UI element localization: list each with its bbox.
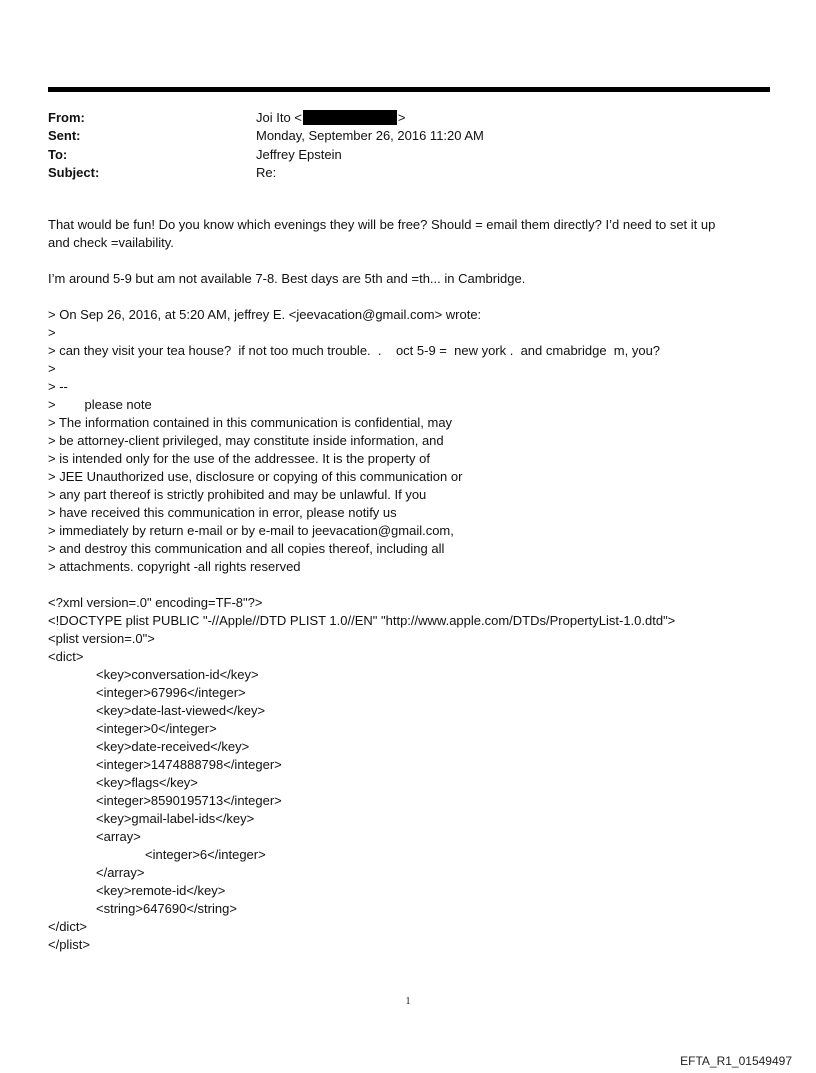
quote-line: > On Sep 26, 2016, at 5:20 AM, jeffrey E. <jeevacation@gmail.com> wrote: [48, 307, 482, 322]
bates-number: EFTA_R1_01549497 [680, 1054, 792, 1068]
xml-line: <key>conversation-id</key> [96, 667, 259, 682]
quote-line: > attachments. copyright -all rights reserved [48, 559, 301, 574]
xml-line: <plist version=.0"> [48, 631, 155, 646]
quote-line: > [48, 361, 56, 376]
quote-line: > JEE Unauthorized use, disclosure or copying of this communication or [48, 469, 463, 484]
xml-line: </dict> [48, 919, 88, 934]
sent-label: Sent: [48, 128, 81, 144]
xml-line: <integer>6</integer> [145, 847, 266, 862]
body-paragraph-2: I’m around 5-9 but am not available 7-8. Best days are 5th and =th... in Cambridge. [48, 271, 526, 286]
from-close-bracket: > [397, 110, 406, 125]
email-body [48, 216, 778, 954]
quote-line: > immediately by return e-mail or by e-mail to jeevacation@gmail.com, [48, 523, 454, 538]
quote-line: > The information contained in this communication is confidential, may [48, 415, 453, 430]
quote-line: > be attorney-client privileged, may constitute inside information, and [48, 433, 444, 448]
xml-line: <integer>67996</integer> [96, 685, 246, 700]
from-label: From: [48, 110, 85, 125]
xml-line: <key>date-last-viewed</key> [96, 703, 266, 718]
sent-value: Monday, September 26, 2016 11:20 AM [256, 128, 484, 144]
spacer [48, 252, 778, 270]
subject-label: Subject: [48, 165, 100, 181]
xml-line: <dict> [48, 649, 84, 664]
email-header [48, 109, 768, 183]
quote-line: > [48, 325, 56, 340]
quote-line: > is intended only for the use of the addressee. It is the property of [48, 451, 430, 466]
xml-line: <array> [96, 829, 141, 844]
from-name: Joi Ito [256, 110, 291, 125]
xml-line: <key>gmail-label-ids</key> [96, 811, 255, 826]
quote-line: > have received this communication in error, please notify us [48, 505, 397, 520]
quote-line: > any part thereof is strictly prohibited and may be unlawful. If you [48, 487, 427, 502]
xml-line: <?xml version=.0" encoding=TF-8"?> [48, 595, 263, 610]
redaction-box [303, 110, 397, 125]
spacer [48, 576, 778, 594]
xml-line: </array> [96, 865, 145, 880]
quote-line: > please note [48, 397, 152, 412]
header-rule [48, 87, 770, 92]
subject-row [48, 164, 768, 182]
quote-line: > can they visit your tea house? if not too much trouble. . oct 5-9 = new york . and cmabridge m, you? [48, 343, 661, 358]
xml-line: <integer>8590195713</integer> [96, 793, 282, 808]
body-paragraph-1-line-1: That would be fun! Do you know which evenings they will be free? Should = email them directly? I’d need to set it up [48, 217, 716, 232]
quote-line: > and destroy this communication and all copies thereof, including all [48, 541, 445, 556]
body-paragraph-1-line-2: and check =vailability. [48, 235, 174, 250]
xml-line: </plist> [48, 937, 90, 952]
from-open-bracket: < [294, 110, 302, 125]
xml-line: <key>flags</key> [96, 775, 198, 790]
spacer [48, 288, 778, 306]
quote-line: > -- [48, 379, 68, 394]
subject-value: Re: [256, 165, 277, 181]
from-value [256, 109, 406, 127]
to-value: Jeffrey Epstein [256, 146, 342, 162]
sent-row [48, 127, 768, 145]
xml-line: <integer>0</integer> [96, 721, 217, 736]
to-row [48, 146, 768, 164]
from-row [48, 109, 768, 127]
page-number: 1 [405, 996, 411, 1007]
xml-line: <string>647690</string> [96, 901, 237, 916]
xml-line: <key>remote-id</key> [96, 883, 226, 898]
xml-line: <integer>1474888798</integer> [96, 757, 282, 772]
xml-line: <!DOCTYPE plist PUBLIC "-//Apple//DTD PLIST 1.0//EN" "http://www.apple.com/DTDs/PropertyList-1.0.dtd"> [48, 613, 676, 628]
xml-line: <key>date-received</key> [96, 739, 250, 754]
to-label: To: [48, 146, 68, 162]
